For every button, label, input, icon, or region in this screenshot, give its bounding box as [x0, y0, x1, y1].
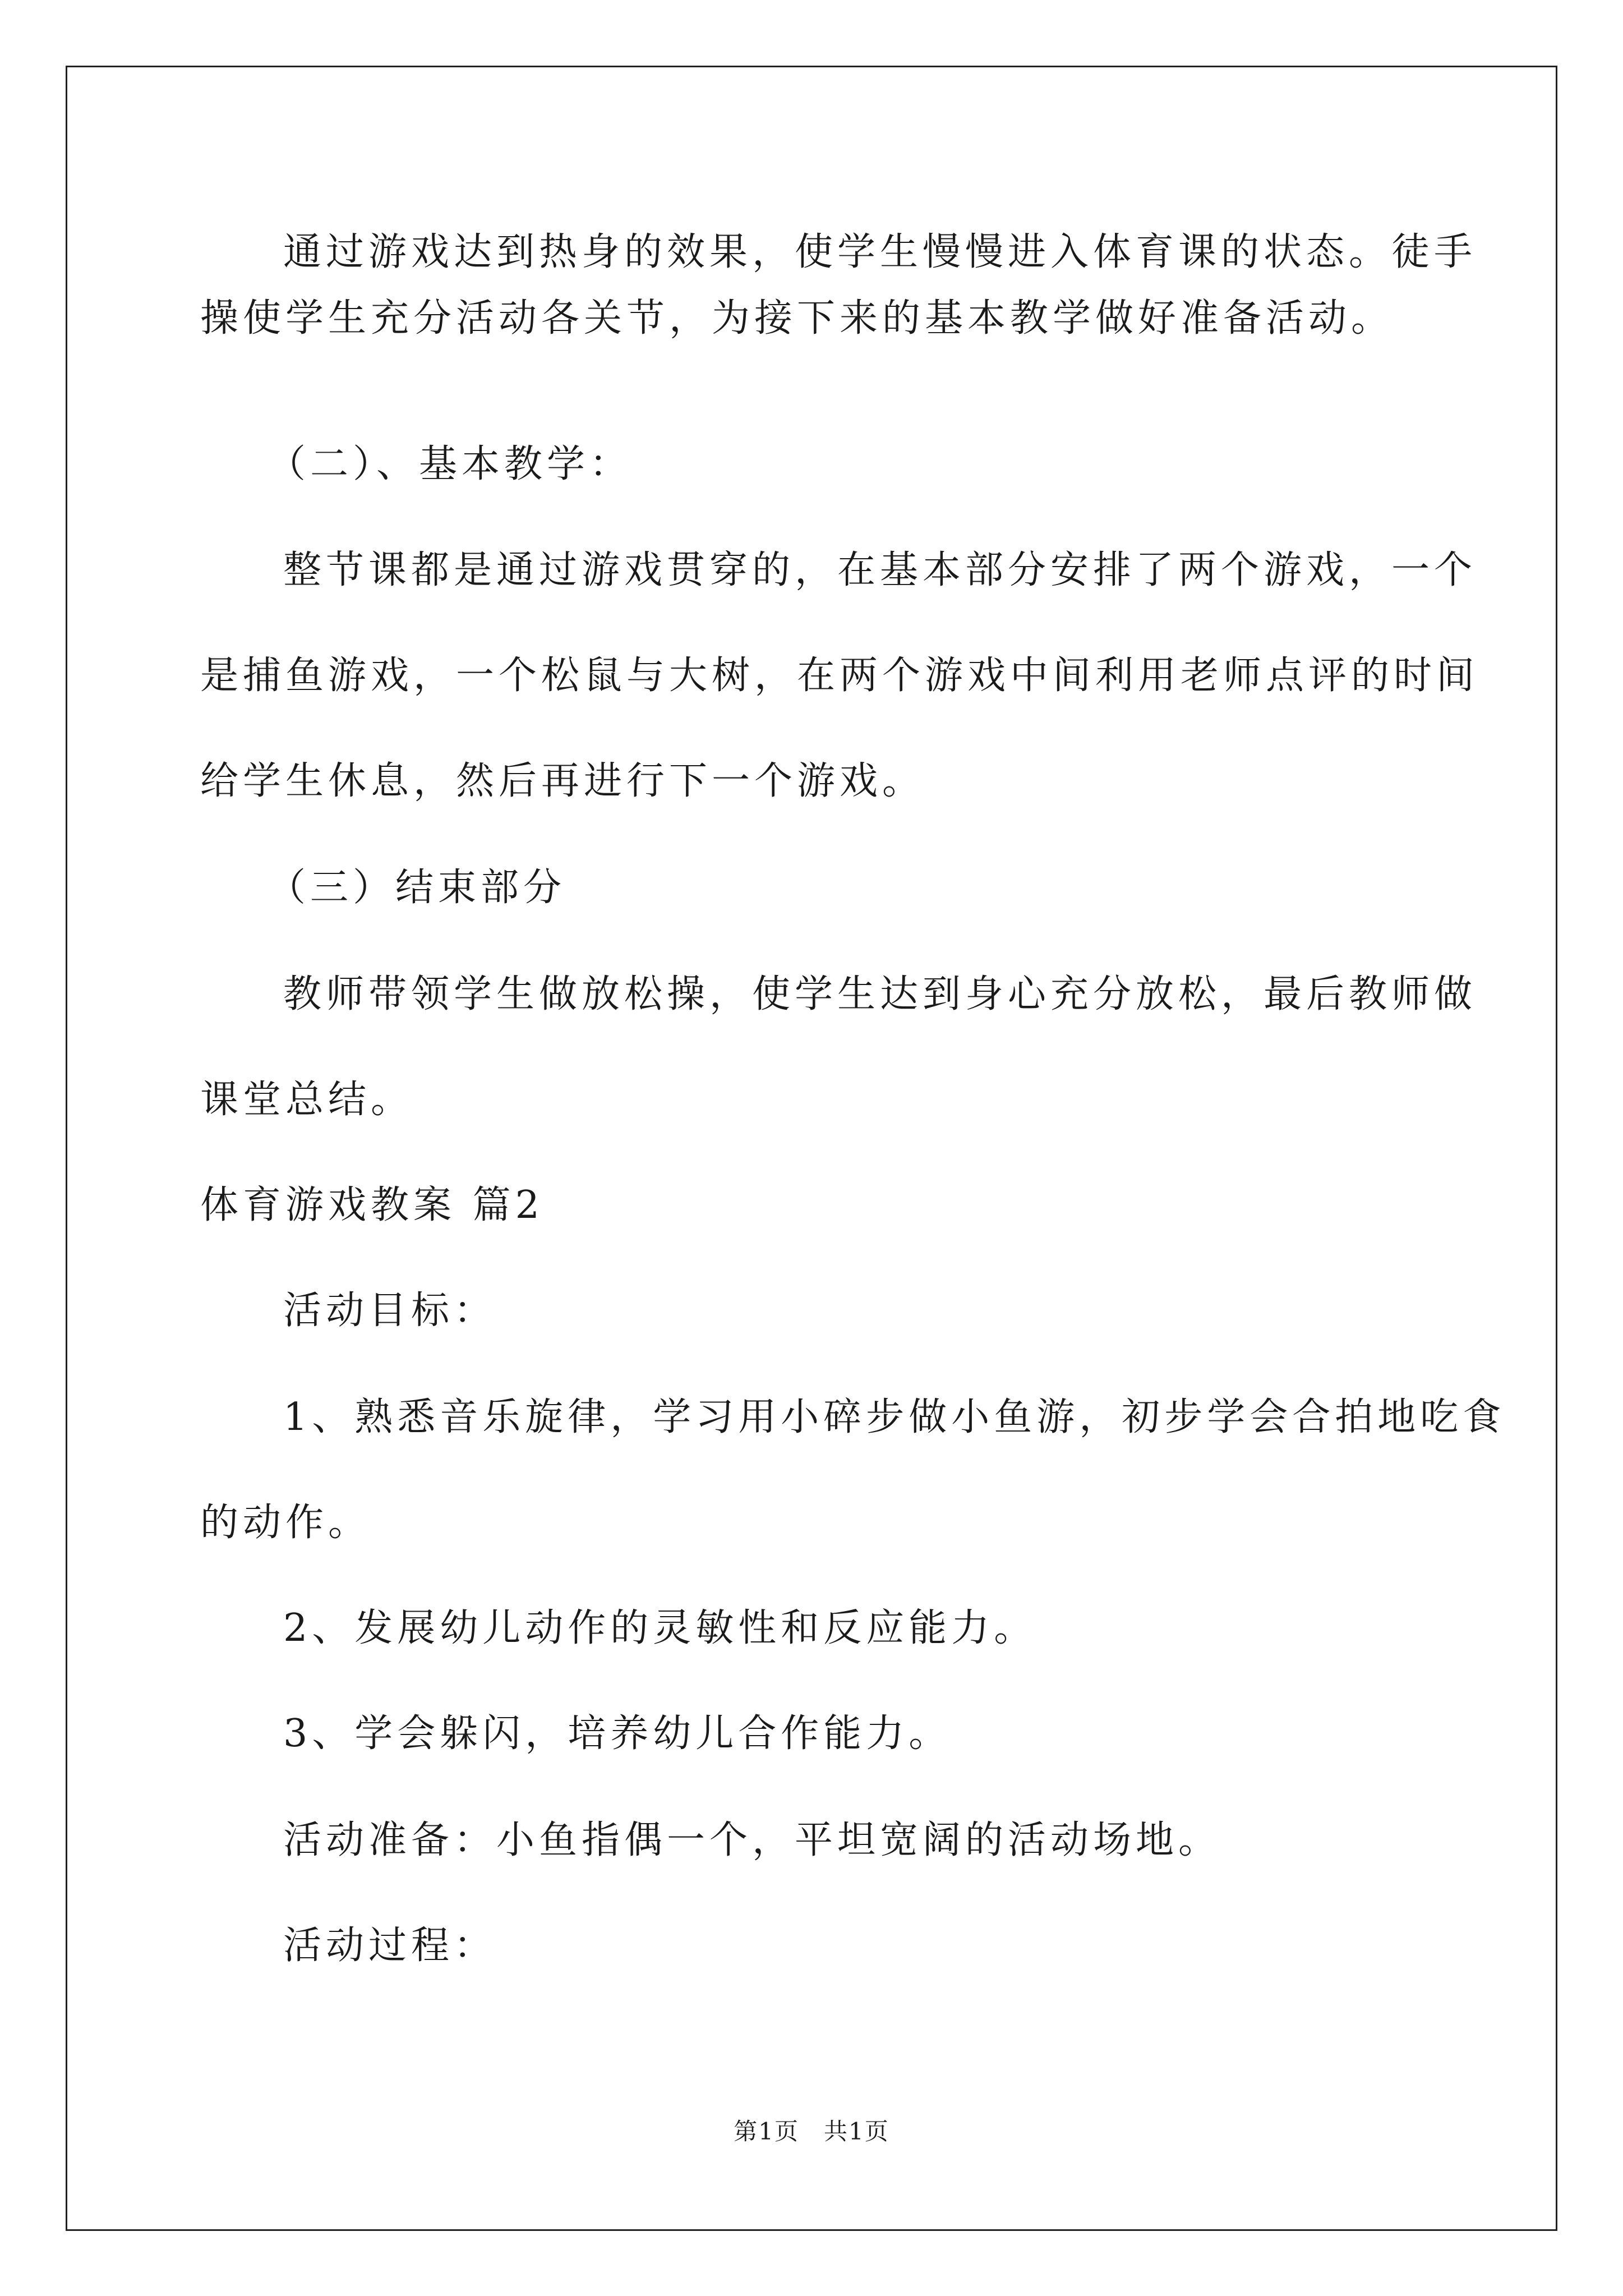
paragraph-line: 活动过程：: [283, 1924, 497, 1968]
paragraph-line: 给学生休息，然后再进行下一个游戏。: [200, 759, 925, 803]
paragraph-line: 3、学会躲闪，培养幼儿合作能力。: [283, 1711, 952, 1756]
paragraph-line: 教师带领学生做放松操，使学生达到身心充分放松，最后教师做: [283, 972, 1477, 1016]
paragraph-line: 的动作。: [200, 1501, 371, 1545]
paragraph-line: 课堂总结。: [200, 1078, 414, 1122]
article-title: 体育游戏教案 篇2: [200, 1183, 544, 1227]
paragraph-line: 通过游戏达到热身的效果，使学生慢慢进入体育课的状态。徒手: [283, 230, 1477, 274]
paragraph-line: 1、熟悉音乐旋律，学习用小碎步做小鱼游，初步学会合拍地吃食: [283, 1395, 1506, 1439]
paragraph-line: 2、发展幼儿动作的灵敏性和反应能力。: [283, 1606, 1037, 1650]
section-heading: （三）结束部分: [268, 866, 566, 910]
paragraph-line: 活动准备：小鱼指偶一个，平坦宽阔的活动场地。: [283, 1818, 1221, 1862]
section-heading: （二）、基本教学：: [268, 442, 633, 486]
page-border: [66, 66, 1557, 2231]
paragraph-line: 操使学生充分活动各关节，为接下来的基本教学做好准备活动。: [200, 296, 1394, 341]
paragraph-line: 整节课都是通过游戏贯穿的，在基本部分安排了两个游戏，一个: [283, 548, 1477, 592]
paragraph-line: 是捕鱼游戏，一个松鼠与大树，在两个游戏中间利用老师点评的时间: [200, 654, 1479, 698]
page-number: 第1页 共1页: [734, 2118, 889, 2145]
paragraph-line: 活动目标：: [283, 1289, 497, 1333]
